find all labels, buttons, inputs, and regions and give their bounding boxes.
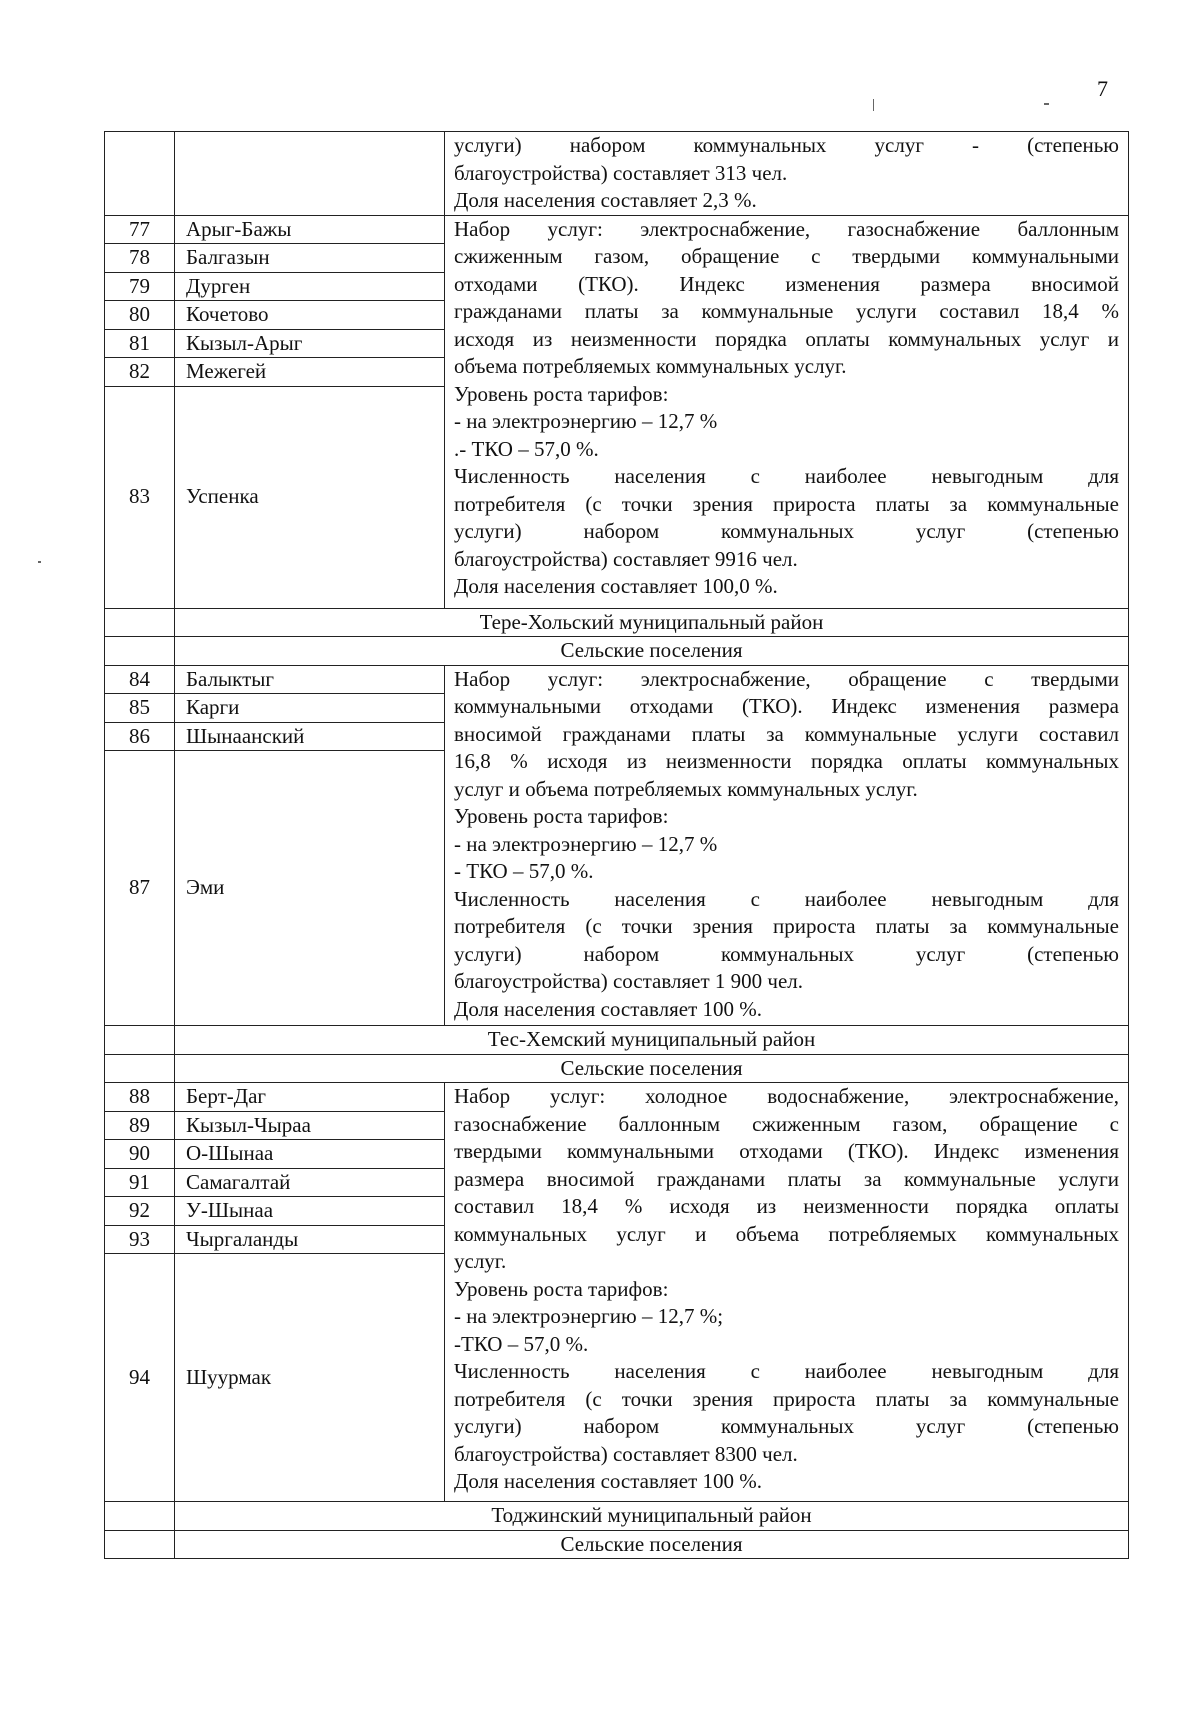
row-number: 88	[105, 1083, 175, 1112]
cell-num	[105, 1054, 175, 1083]
row-number: 79	[105, 272, 175, 301]
cell-num	[105, 132, 175, 216]
settlement-name: Успенка	[175, 386, 445, 608]
tariff-table	[104, 131, 1129, 1559]
settlement-name: Дурген	[175, 272, 445, 301]
row-number: 90	[105, 1140, 175, 1169]
row-number: 89	[105, 1111, 175, 1140]
settlement-name: Кочетово	[175, 301, 445, 330]
row-number: 80	[105, 301, 175, 330]
district-title: Тоджинский муниципальный район	[175, 1502, 1129, 1531]
table-row	[105, 1083, 1129, 1112]
page-number: 7	[1097, 76, 1108, 101]
row-number: 93	[105, 1225, 175, 1254]
settlement-name: Кызыл-Арыг	[175, 329, 445, 358]
settlement-name: Балыктыг	[175, 665, 445, 694]
settlement-name: Шуурмак	[175, 1254, 445, 1502]
row-number: 92	[105, 1197, 175, 1226]
table-row	[105, 665, 1129, 694]
row-number: 78	[105, 244, 175, 273]
row-number: 82	[105, 358, 175, 387]
scan-artifact	[38, 561, 41, 563]
cell-num	[105, 1026, 175, 1055]
district-row	[105, 1502, 1129, 1531]
row-number: 86	[105, 722, 175, 751]
cell-num	[105, 1530, 175, 1559]
district-row	[105, 1530, 1129, 1559]
district-row	[105, 637, 1129, 666]
row-number: 85	[105, 694, 175, 723]
settlement-name: Самагалтай	[175, 1168, 445, 1197]
group3-description: Набор услуг: холодное водоснабжение, электроснабжение, газоснабжение баллонным сжиженным газом, обращение с твердыми коммунальными отходами (ТКО). Индекс изменения размера вносимой гражданами платы за коммунальные услуги составил 18,4 % исходя из неизменности порядка оплаты коммунальных услуг и объема потребляемых коммунальных услуг. Уровень роста тарифов: - на электроэнергию – 12,7 %; -ТКО – 57,0 %. Численность населения с наиболее невыгодным для потребителя (с точки зрения прироста платы за коммунальные услуги) набором коммунальных услуг (степенью благоустройства) составляет 8300 чел. Доля населения составляет 100 %.	[445, 1083, 1129, 1502]
district-title: Тес-Хемский муниципальный район	[175, 1026, 1129, 1055]
scan-artifact	[873, 99, 874, 111]
row-number: 84	[105, 665, 175, 694]
group2-description: Набор услуг: электроснабжение, обращение с твердыми коммунальными отходами (ТКО). Индекс изменения размера вносимой гражданами платы за коммунальные услуги составил 16,8 % исходя из неизменности порядка оплаты коммунальных услуг и объема потребляемых коммунальных услуг. Уровень роста тарифов: - на электроэнергию – 12,7 % - ТКО – 57,0 %. Численность населения с наиболее невыгодным для потребителя (с точки зрения прироста платы за коммунальные услуги) набором коммунальных услуг (степенью благоустройства) составляет 1 900 чел. Доля населения составляет 100 %.	[445, 665, 1129, 1026]
settlement-name: Чыргаланды	[175, 1225, 445, 1254]
district-subtitle: Сельские поселения	[175, 1054, 1129, 1083]
district-row	[105, 1054, 1129, 1083]
cell-num	[105, 637, 175, 666]
row-number: 94	[105, 1254, 175, 1502]
settlement-name: Карги	[175, 694, 445, 723]
settlement-name: Балгазын	[175, 244, 445, 273]
group1-description: Набор услуг: электроснабжение, газоснабжение баллонным сжиженным газом, обращение с твердыми коммунальными отходами (ТКО). Индекс изменения размера вносимой гражданами платы за коммунальные услуги составил 18,4 % исходя из неизменности порядка оплаты коммунальных услуг и объема потребляемых коммунальных услуг. Уровень роста тарифов: - на электроэнергию – 12,7 % .- ТКО – 57,0 %. Численность населения с наиболее невыгодным для потребителя (с точки зрения прироста платы за коммунальные услуги) набором коммунальных услуг (степенью благоустройства) составляет 9916 чел. Доля населения составляет 100,0 %.	[445, 215, 1129, 608]
cell-name	[175, 132, 445, 216]
settlement-name: У-Шынаа	[175, 1197, 445, 1226]
row-number: 81	[105, 329, 175, 358]
cell-num	[105, 608, 175, 637]
district-subtitle: Сельские поселения	[175, 1530, 1129, 1559]
row-number: 83	[105, 386, 175, 608]
row-number: 91	[105, 1168, 175, 1197]
settlement-name: Межегей	[175, 358, 445, 387]
settlement-name: Берт-Даг	[175, 1083, 445, 1112]
cell-num	[105, 1502, 175, 1531]
settlement-name: Кызыл-Чыраа	[175, 1111, 445, 1140]
settlement-name: Шынаанский	[175, 722, 445, 751]
settlement-name: Арыг-Бажы	[175, 215, 445, 244]
district-subtitle: Сельские поселения	[175, 637, 1129, 666]
district-row	[105, 608, 1129, 637]
continuation-text: услуги) набором коммунальных услуг - (степенью благоустройства) составляет 313 чел. Доля населения составляет 2,3 %.	[445, 132, 1129, 216]
settlement-name: Эми	[175, 751, 445, 1026]
row-number: 77	[105, 215, 175, 244]
district-row	[105, 1026, 1129, 1055]
table-row	[105, 132, 1129, 216]
district-title: Тере-Хольский муниципальный район	[175, 608, 1129, 637]
table-row	[105, 215, 1129, 244]
row-number: 87	[105, 751, 175, 1026]
scan-artifact	[1044, 103, 1049, 105]
settlement-name: О-Шынаа	[175, 1140, 445, 1169]
